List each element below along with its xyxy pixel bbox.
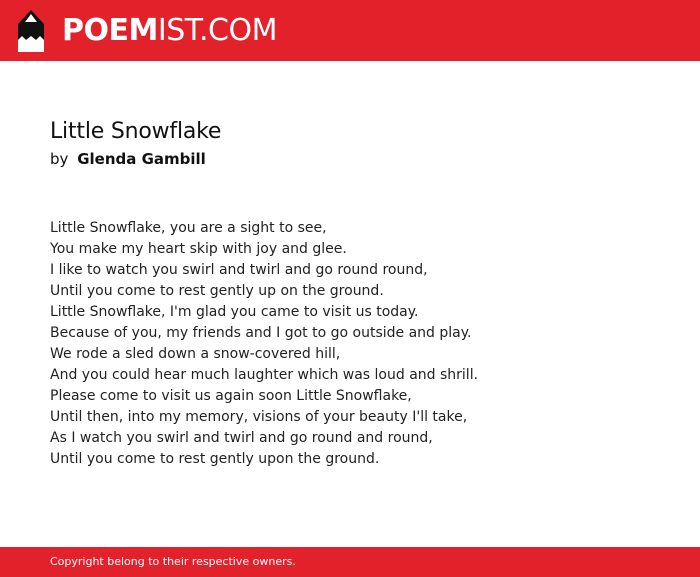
poem-line: Because of you, my friends and I got to go outside and play.: [50, 325, 472, 341]
site-logo-text: [62, 10, 277, 52]
poem-byline: [50, 149, 206, 169]
poem-line: As I watch you swirl and twirl and go round and round,: [50, 430, 433, 446]
poem-body: [50, 218, 478, 470]
poem-line: You make my heart skip with joy and glee.: [50, 241, 347, 257]
copyright-text: Copyright belong to their respective owners.: [50, 555, 296, 568]
poem-title: Little Snowflake: [50, 119, 222, 144]
poem-line: Until then, into my memory, visions of your beauty I'll take,: [50, 409, 468, 425]
poem-line: And you could hear much laughter which was loud and shrill.: [50, 367, 479, 383]
logo-text-bold: POEM: [62, 13, 158, 48]
poem-line: Please come to visit us again soon Little Snowflake,: [50, 388, 412, 404]
author-name: Glenda Gambill: [77, 150, 206, 168]
logo-text-light: IST.COM: [157, 13, 277, 48]
poem-line: Until you come to rest gently upon the ground.: [50, 451, 380, 467]
site-logo-link[interactable]: [18, 10, 277, 52]
poem-line: Little Snowflake, you are a sight to see,: [50, 220, 327, 236]
poem-line: Until you come to rest gently up on the ground.: [50, 283, 384, 299]
poem-line: Little Snowflake, I'm glad you came to visit us today.: [50, 304, 419, 320]
by-label: by: [50, 150, 69, 168]
poem-line: We rode a sled down a snow-covered hill,: [50, 346, 341, 362]
poem-line: I like to watch you swirl and twirl and go round round,: [50, 262, 428, 278]
site-header: [0, 0, 700, 61]
pencil-icon: [18, 10, 44, 52]
site-footer: [0, 547, 700, 577]
